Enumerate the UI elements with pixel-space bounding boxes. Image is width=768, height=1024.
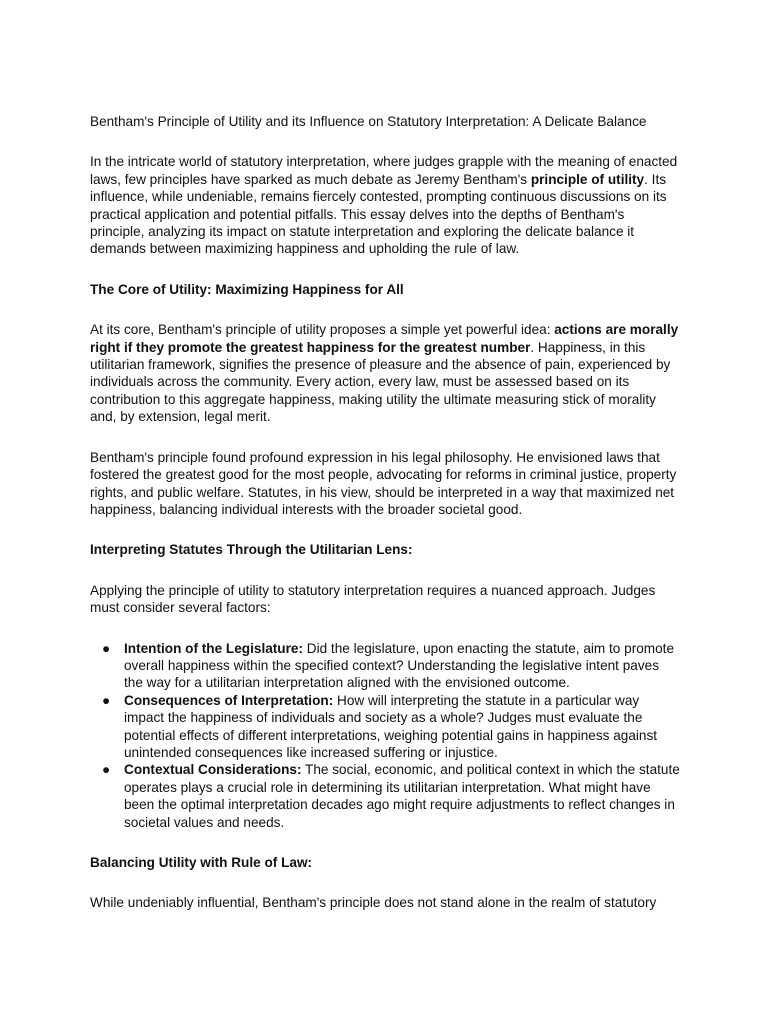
intro-text-1: In the intricate world of statutory interpretation, where judges grapple with the meaning of enacted laws, few principles have sparked as much debate as Jeremy Bentham's [90,154,678,187]
core-bold-principle: actions are morally right if they promote the greatest happiness for the greatest number [90,322,679,355]
bullet-icon: ● [102,762,111,778]
factors-bullet-list [90,640,680,831]
bullet-icon: ● [102,640,111,656]
bullet-text: Did the legislature, upon enacting the statute, aim to promote overall happiness within the specified context? Understanding the legislative intent paves the way for a utilitarian interpretation aligned with the envisioned outcome. [124,640,675,691]
section-heading-interpreting-statutes: Interpreting Statutes Through the Utilitarian Lens: [90,542,413,558]
bullet-label: Contextual Considerations: [124,762,302,778]
interpreting-intro-paragraph: Applying the principle of utility to statutory interpretation requires a nuanced approach. Judges must consider several factors: [90,582,656,616]
bullet-text: The social, economic, and political context in which the statute operates plays a crucial role in determining its utilitarian interpretation. What might have been the optimal interpretation decades ago might require adjustments to reflect changes in societal values and needs. [124,762,680,830]
document-title: Bentham's Principle of Utility and its Influence on Statutory Interpretation: A Delicate Balance [90,114,647,129]
section-heading-core-of-utility: The Core of Utility: Maximizing Happiness for All [90,281,404,297]
list-item [90,761,680,831]
bullet-label: Intention of the Legislature: [124,640,303,656]
list-item [90,692,680,762]
core-paragraph-2: Bentham's principle found profound expression in his legal philosophy. He envisioned laws that fostered the greatest good for the most people, advocating for reforms in criminal justice, property rights, and public welfare. Statutes, in his view, should be interpreted in a way that maximized net happiness, balancing individual interests with the broader societal good. [90,449,677,517]
document-page [90,113,680,935]
section-heading-balancing-utility: Balancing Utility with Rule of Law: [90,855,313,870]
intro-bold-term: principle of utility [530,171,645,187]
balancing-paragraph: While undeniably influential, Bentham's principle does not stand alone in the realm of statutory [90,895,657,911]
intro-paragraph [90,153,680,257]
bullet-label: Consequences of Interpretation: [124,692,334,708]
bullet-icon: ● [102,692,111,708]
bullet-text: How will interpreting the statute in a particular way impact the happiness of individuals and society as a whole? Judges must evaluate the potential effects of different interpretations, weighing potential gains in happiness against unintended consequences like increased suffering or injustice. [124,692,658,760]
core-paragraph-1 [90,321,680,425]
intro-text-2: . Its influence, while undeniable, remains fiercely contested, prompting continuous discussions on its practical application and potential pitfalls. This essay delves into the depths of Bentham's principle, analyzing its impact on statute interpretation and exploring the delicate balance it demands between maximizing happiness and upholding the rule of law. [90,171,667,257]
core-text-1: At its core, Bentham's principle of utility proposes a simple yet powerful idea: [90,322,555,338]
list-item [90,640,680,692]
core-text-2: . Happiness, in this utilitarian framework, signifies the presence of pleasure and the absence of pain, experienced by individuals across the community. Every action, every law, must be assessed based on its contribution to this aggregate happiness, making utility the ultimate measuring stick of morality and, by extension, legal merit. [90,339,671,425]
